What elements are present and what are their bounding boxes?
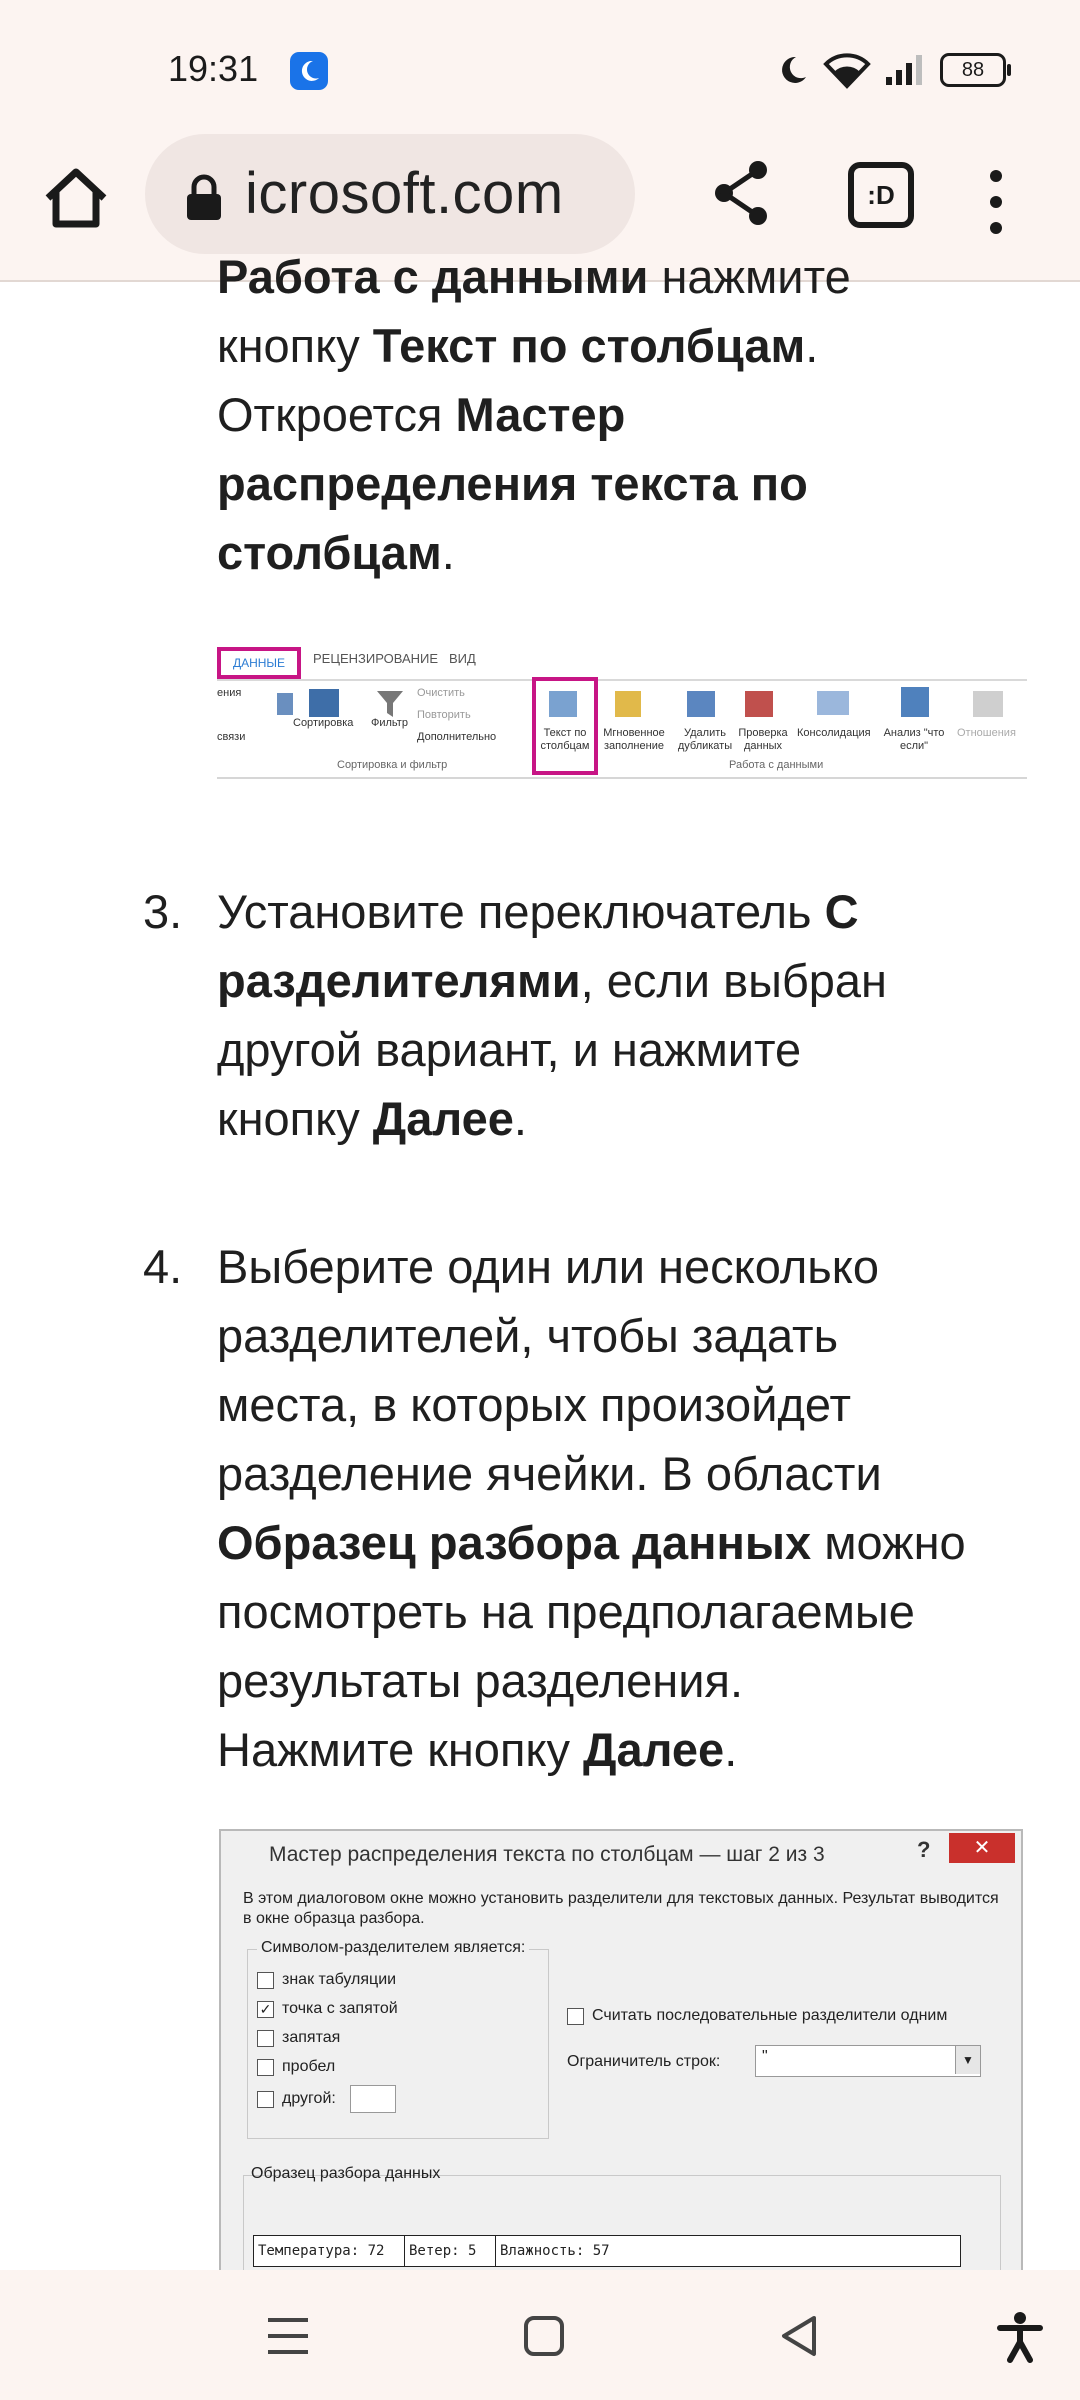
ribbon-consolidate: Консолидация: [797, 727, 871, 739]
close-icon: ✕: [949, 1833, 1015, 1863]
qualifier-label: Ограничитель строк:: [567, 2053, 721, 2070]
text: , если выбран: [580, 954, 888, 1007]
space-checkbox-row: [257, 2058, 335, 2076]
sort-dialog-icon: [309, 689, 339, 717]
step-4-number: 4.: [143, 1240, 183, 1293]
text: можно: [811, 1516, 966, 1569]
text: Установите переключатель: [217, 885, 825, 938]
dialog-title: Мастер распределения текста по столбцам — шаг 2 из 3: [269, 1843, 825, 1866]
preview-label: Образец разбора данных: [251, 2165, 441, 2182]
sort-az-icon: [277, 693, 293, 715]
relations-icon: [973, 691, 1003, 717]
checkbox-label: запятая: [282, 2029, 341, 2046]
text: кнопку: [217, 1092, 373, 1145]
checkbox-label: пробел: [282, 2058, 336, 2075]
ribbon-reapply: Повторить: [417, 709, 471, 721]
bold-text: Мастер: [455, 388, 626, 441]
step2-text: [217, 242, 1017, 587]
text: .: [441, 526, 455, 579]
qualifier-value: ": [762, 2048, 768, 2065]
url-text: icrosoft.com: [245, 161, 564, 226]
bold-text: распределения текста по: [217, 457, 808, 510]
chevron-down-icon: ▼: [955, 2046, 980, 2074]
checkbox-label: Считать последовательные разделители одним: [592, 2007, 948, 2024]
flash-fill-icon: [615, 691, 641, 717]
checkbox-label: точка с запятой: [282, 2000, 398, 2017]
bold-text: Текст по столбцам: [372, 319, 806, 372]
comma-checkbox-row: [257, 2029, 340, 2047]
preview-cell: Влажность: 57: [500, 2243, 610, 2259]
address-bar[interactable]: [145, 134, 635, 254]
ribbon-group-data: Работа с данными: [729, 759, 824, 771]
consolidate-icon: [817, 691, 849, 715]
what-if-icon: [901, 687, 929, 717]
help-icon: ?: [917, 1837, 931, 1862]
ribbon-text-to-columns: Текст по столбцам: [540, 727, 590, 752]
article-content: [0, 250, 1080, 2270]
ribbon-sort: Сортировка: [293, 717, 354, 729]
step-4-text: [217, 1232, 1017, 1784]
step-3-text: [217, 877, 1017, 1153]
ribbon-clear: Очистить: [417, 687, 465, 699]
recents-icon[interactable]: [262, 2310, 314, 2362]
moon-icon: [776, 53, 810, 87]
home-nav-icon[interactable]: [518, 2310, 570, 2362]
text: другой вариант, и нажмите: [217, 1023, 802, 1076]
ribbon-tab-view: ВИД: [449, 651, 476, 666]
text: Выберите один или несколько: [217, 1240, 879, 1293]
checkbox-unchecked: [257, 2030, 274, 2047]
text-to-columns-icon: [549, 691, 577, 717]
system-nav-bar: [0, 2270, 1080, 2400]
bold-text: Работа с данными: [217, 250, 649, 303]
consecutive-checkbox-row: [567, 2007, 947, 2025]
bold-text: столбцам: [217, 526, 442, 579]
text: нажмите: [648, 250, 851, 303]
other-checkbox-row: [257, 2085, 396, 2113]
tab-switcher-button[interactable]: :D: [848, 162, 914, 228]
text: места, в которых произойдет: [217, 1378, 851, 1431]
checkbox-unchecked: [567, 2008, 584, 2025]
checkbox-unchecked: [257, 2059, 274, 2076]
ribbon-cut-label2: связи: [217, 731, 246, 743]
text: посмотреть на предполагаемые: [217, 1585, 915, 1638]
home-icon[interactable]: [40, 162, 112, 234]
text: .: [513, 1092, 527, 1145]
ribbon-divider: [217, 679, 1027, 681]
more-menu-icon[interactable]: [978, 162, 1014, 242]
checkbox-label: другой:: [282, 2090, 336, 2107]
ribbon-relations: Отношения: [957, 727, 1016, 739]
checkbox-label: знак табуляции: [282, 1971, 397, 1988]
other-delimiter-input: [350, 2085, 396, 2113]
accessibility-icon[interactable]: [994, 2310, 1046, 2362]
signal-icon: [884, 53, 926, 87]
bold-text: Далее: [583, 1723, 725, 1776]
wifi-icon: [824, 52, 870, 88]
checkbox-unchecked: [257, 1972, 274, 1989]
ribbon-validation: Проверка данных: [738, 727, 788, 752]
ribbon-cut-label: ения: [217, 687, 242, 699]
remove-duplicates-icon: [687, 691, 715, 717]
text: Нажмите кнопку: [217, 1723, 584, 1776]
delimiters-title: Символом-разделителем является:: [257, 1939, 529, 1957]
status-bar: [0, 0, 1080, 130]
ribbon-advanced: Дополнительно: [417, 731, 497, 743]
text: разделителей, чтобы задать: [217, 1309, 839, 1362]
checkmark-icon: ✓: [257, 2001, 274, 2018]
data-validation-icon: [745, 691, 773, 717]
ribbon-flash-fill: Мгновенное заполнение: [603, 727, 665, 752]
status-time: 19:31: [168, 48, 259, 89]
text: результаты разделения.: [217, 1654, 743, 1707]
ribbon-screenshot: [217, 647, 1027, 779]
share-icon[interactable]: [710, 158, 772, 228]
bold-text: разделителями: [217, 954, 581, 1007]
ribbon-remove-dupes: Удалить дубликаты: [677, 727, 733, 752]
preview-table: [253, 2235, 961, 2267]
status-icons: [776, 48, 1006, 92]
ribbon-filter: Фильтр: [371, 717, 408, 729]
preview-cell: Ветер: 5: [405, 2236, 496, 2266]
filter-icon: [375, 689, 405, 719]
back-icon[interactable]: [774, 2310, 826, 2362]
battery-indicator: 88: [940, 53, 1006, 87]
dnd-moon-icon: [290, 52, 328, 90]
text: кнопку: [217, 319, 373, 372]
qualifier-select: [755, 2045, 981, 2077]
ribbon-tab-data: ДАННЫЕ: [217, 647, 301, 679]
lock-icon: [185, 174, 223, 222]
step-3-number: 3.: [143, 885, 183, 938]
wizard-dialog-screenshot: [219, 1829, 1023, 2289]
checkbox-unchecked: [257, 2091, 274, 2108]
bold-text: Образец разбора данных: [217, 1516, 812, 1569]
text: .: [805, 319, 819, 372]
ribbon-group-sort: Сортировка и фильтр: [337, 759, 448, 771]
preview-cell: Температура: 72: [254, 2236, 405, 2266]
ribbon-tab-review: РЕЦЕНЗИРОВАНИЕ: [313, 651, 439, 666]
semicolon-checkbox-row: [257, 2000, 398, 2018]
bold-text: С: [824, 885, 859, 938]
ribbon-whatif: Анализ "что если": [883, 727, 945, 752]
tab-checkbox-row: [257, 1971, 396, 1989]
dialog-description: В этом диалоговом окне можно установить разделители для текстовых данных. Результат выводится в окне образца разбора.: [243, 1890, 999, 1927]
bold-text: Далее: [372, 1092, 514, 1145]
text: Откроется: [217, 388, 456, 441]
text: разделение ячейки. В области: [217, 1447, 882, 1500]
text: .: [724, 1723, 738, 1776]
